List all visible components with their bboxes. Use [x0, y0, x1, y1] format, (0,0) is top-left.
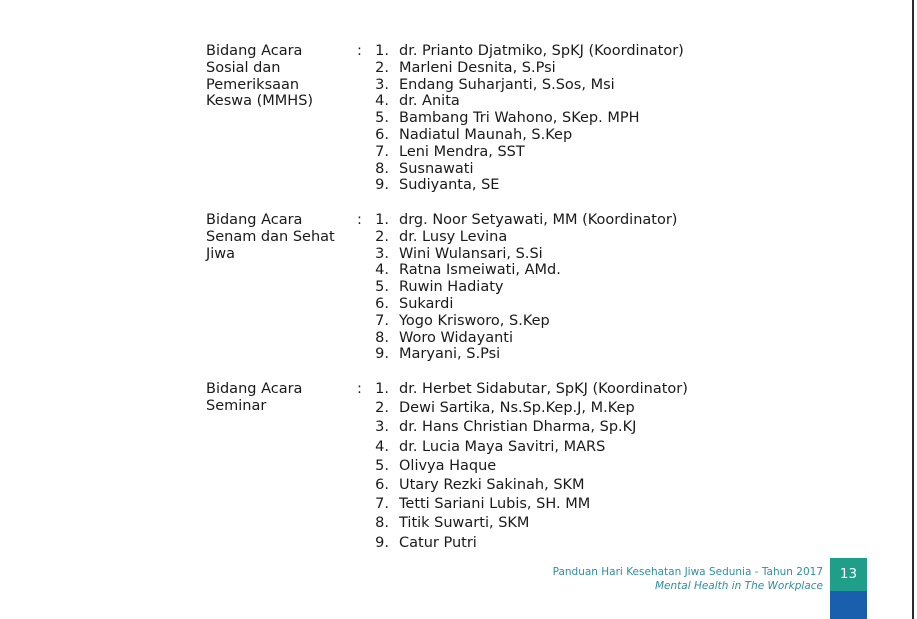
section-label-line: Pemeriksaan — [206, 76, 300, 93]
colon-separator: : — [357, 381, 362, 397]
section-label-line: Seminar — [206, 397, 267, 414]
section-label-line: Sosial dan — [206, 59, 281, 76]
item-number: 5. — [375, 279, 389, 296]
section-label — [206, 212, 356, 262]
item-name: Yogo Krisworo, S.Kep — [399, 312, 550, 329]
item-name: Utary Rezki Sakinah, SKM — [399, 477, 585, 493]
item-name: dr. Hans Christian Dharma, Sp.KJ — [399, 419, 637, 436]
item-name: Ruwin Hadiaty — [399, 279, 504, 296]
item-name: Susnawati — [399, 160, 474, 177]
section-label-line: Bidang Acara — [206, 212, 303, 228]
footer-subtitle: Mental Health in The Workplace — [654, 580, 823, 592]
item-name: Bambang Tri Wahono, SKep. MPH — [399, 110, 640, 127]
item-name: Nadiatul Maunah, S.Kep — [399, 127, 573, 143]
item-name: Dewi Sartika, Ns.Sp.Kep.J, M.Kep — [399, 400, 635, 417]
item-name: Wini Wulansari, S.Si — [399, 245, 543, 262]
page-number-badge-accent — [830, 591, 867, 619]
page-number-badge — [830, 558, 867, 619]
colon-separator: : — [357, 212, 362, 228]
item-name: dr. Lusy Levina — [399, 228, 508, 245]
item-number: 9. — [375, 177, 389, 194]
item-name: Maryani, S.Psi — [399, 346, 501, 363]
item-name: dr. Herbet Sidabutar, SpKJ (Koordinator) — [399, 381, 688, 397]
item-number: 2. — [375, 59, 389, 76]
item-number: 4. — [375, 262, 389, 279]
footer-title: Panduan Hari Kesehatan Jiwa Sedunia - Tahun 2017 — [552, 566, 823, 578]
item-number: 8. — [375, 329, 389, 346]
item-name: Endang Suharjanti, S.Sos, Msi — [399, 76, 615, 93]
section-label-line: Bidang Acara — [206, 381, 303, 397]
item-name: Sudiyanta, SE — [399, 177, 500, 194]
item-name: drg. Noor Setyawati, MM (Koordinator) — [399, 212, 678, 228]
section-label-line: Bidang Acara — [206, 43, 303, 59]
item-name: Marleni Desnita, S.Psi — [399, 59, 556, 76]
item-number: 9. — [375, 534, 389, 551]
section-label-line: Jiwa — [206, 245, 236, 262]
item-number: 3. — [375, 419, 389, 436]
item-number: 6. — [375, 296, 389, 312]
item-name: dr. Lucia Maya Savitri, MARS — [399, 438, 606, 455]
item-number: 1. — [375, 212, 389, 228]
item-name: dr. Prianto Djatmiko, SpKJ (Koordinator) — [399, 43, 684, 59]
item-name: Catur Putri — [399, 534, 477, 551]
section-label — [206, 381, 356, 415]
item-number: 1. — [375, 381, 389, 397]
item-number: 6. — [375, 477, 389, 493]
colon-separator: : — [357, 43, 362, 59]
item-number: 4. — [375, 93, 389, 110]
item-name: dr. Anita — [399, 93, 460, 110]
page-number: 13 — [830, 558, 867, 591]
item-number: 5. — [375, 110, 389, 127]
item-number: 6. — [375, 127, 389, 143]
item-number: 5. — [375, 457, 389, 474]
section-label — [206, 43, 356, 110]
item-number: 9. — [375, 346, 389, 363]
item-number: 4. — [375, 438, 389, 455]
item-number: 2. — [375, 400, 389, 417]
section-label-line: Senam dan Sehat — [206, 228, 335, 245]
item-number: 8. — [375, 160, 389, 177]
page-edge-rule — [912, 0, 914, 619]
item-number: 2. — [375, 228, 389, 245]
item-number: 8. — [375, 515, 389, 532]
item-number: 1. — [375, 43, 389, 59]
item-name: Woro Widayanti — [399, 329, 513, 346]
item-number: 7. — [375, 496, 389, 513]
item-name: Sukardi — [399, 296, 454, 312]
item-name: Leni Mendra, SST — [399, 143, 525, 160]
item-name: Ratna Ismeiwati, AMd. — [399, 262, 561, 279]
item-number: 3. — [375, 245, 389, 262]
item-number: 3. — [375, 76, 389, 93]
item-name: Titik Suwarti, SKM — [399, 515, 530, 532]
item-name: Tetti Sariani Lubis, SH. MM — [399, 496, 591, 513]
item-number: 7. — [375, 312, 389, 329]
item-name: Olivya Haque — [399, 457, 497, 474]
section-label-line: Keswa (MMHS) — [206, 93, 314, 110]
item-number: 7. — [375, 143, 389, 160]
